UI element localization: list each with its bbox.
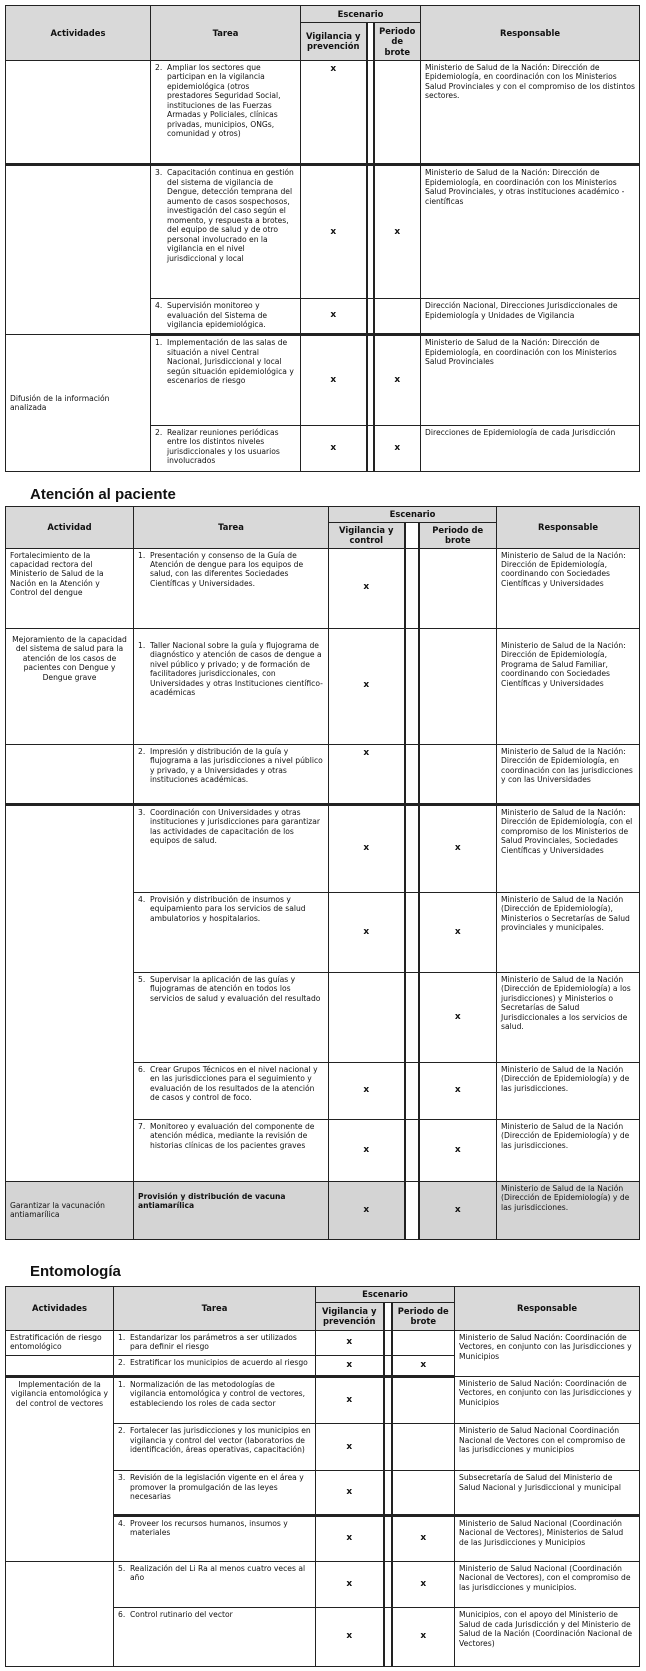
responsible-cell: Ministerio de Salud Nacional (Coordinación Nacional de Vectores), con el compromiso de las jurisdicciones y municipios. xyxy=(455,1561,640,1607)
outbreak-mark xyxy=(392,1376,455,1423)
column-gap xyxy=(367,22,374,60)
header-surveillance: Vigilancia y prevención xyxy=(316,1303,384,1330)
table-row xyxy=(6,804,640,892)
responsible-cell: Ministerio de Salud Nacional (Coordinación Nacional de Vectores), Ministerios de Salud de las Jurisdicciones y Municipios xyxy=(455,1515,640,1561)
surveillance-mark: x xyxy=(301,60,367,164)
table-row xyxy=(6,744,640,804)
outbreak-mark: x xyxy=(374,165,421,299)
outbreak-mark: x xyxy=(419,804,497,892)
header-activity: Actividades xyxy=(6,6,151,61)
task-cell: 1. Presentación y consenso de la Guía de Atención de dengue para los equipos de salud, con las diferentes Sociedades Científicas y Universidades. xyxy=(134,548,329,628)
column-gap xyxy=(405,522,419,548)
responsible-cell: Ministerio de Salud de la Nación: Dirección de Epidemiología, Programa de Salud Familiar, coordinando con Sociedades Científicas y Universidades xyxy=(497,628,640,744)
header-activity: Actividad xyxy=(6,507,134,549)
section-title-entomology: Entomología xyxy=(30,1263,121,1280)
activity-cell: Mejoramiento de la capacidad del sistema de salud para la atención de los casos de pacientes con Dengue y Dengue grave xyxy=(6,628,134,744)
outbreak-mark xyxy=(392,1471,455,1515)
header-scenario: Escenario xyxy=(329,507,497,523)
task-cell: 1. Implementación de las salas de situación a nivel Central Nacional, Jurisdiccional y local según situación epidemiológica y escenarios de riesgo xyxy=(151,335,301,426)
activity-cell xyxy=(6,804,134,1181)
task-cell: 6. Control rutinario del vector xyxy=(114,1608,316,1667)
responsible-cell: Ministerio de Salud de la Nación (Dirección de Epidemiología) y de las jurisdicciones. xyxy=(497,1119,640,1181)
responsible-cell: Ministerio de Salud de la Nación (Dirección de Epidemiología) y de las jurisdicciones. xyxy=(497,1181,640,1239)
activity-cell: Garantizar la vacunación antiamarílica xyxy=(6,1181,134,1239)
responsible-cell: Ministerio de Salud de la Nación: Dirección de Epidemiología, coordinando con Sociedades Científicas y Universidades xyxy=(497,548,640,628)
responsible-cell: Ministerio de Salud de la Nación: Dirección de Epidemiología, en coordinación con los Ministerios Salud Provinciales, y otras instituciones académico -científicas xyxy=(421,165,640,299)
surveillance-mark: x xyxy=(329,1181,405,1239)
section-title-patient-care: Atención al paciente xyxy=(30,486,176,503)
surveillance-mark: x xyxy=(316,1330,384,1355)
surveillance-mark: x xyxy=(329,628,405,744)
outbreak-mark xyxy=(419,628,497,744)
table-row xyxy=(6,1561,640,1607)
outbreak-mark: x xyxy=(419,1119,497,1181)
patient-care-table xyxy=(5,506,640,1240)
task-cell: 1. Estandarizar los parámetros a ser utilizados para definir el riesgo xyxy=(114,1330,316,1355)
task-cell: 4. Supervisión monitoreo y evaluación del Sistema de vigilancia epidemiológica. xyxy=(151,299,301,335)
header-scenario: Escenario xyxy=(316,1287,455,1303)
outbreak-mark xyxy=(419,548,497,628)
table-row xyxy=(6,1376,640,1423)
task-cell: 3. Coordinación con Universidades y otras instituciones y jurisdicciones para garantizar las actividades de capacitación de los equipos de salud. xyxy=(134,804,329,892)
header-activity: Actividades xyxy=(6,1287,114,1331)
header-outbreak: Periodo de brote xyxy=(392,1303,455,1330)
header-responsible: Responsable xyxy=(497,507,640,549)
surveillance-mark: x xyxy=(329,804,405,892)
surveillance-mark: x xyxy=(329,744,405,804)
responsible-cell: Ministerio de Salud Nación: Coordinación de Vectores, en conjunto con las Jurisdicciones y Municipios xyxy=(455,1376,640,1423)
outbreak-mark: x xyxy=(392,1561,455,1607)
task-cell: 2. Fortalecer las jurisdicciones y los municipios en vigilancia y control del vector (laboratorios de identificación, áreas operativas, capacitación) xyxy=(114,1424,316,1471)
task-cell: 3. Capacitación continua en gestión del sistema de vigilancia de Dengue, detección temprana del aumento de casos sospechosos, investigación del caso según el momento, y respuesta a brotes, del equipo de salud y de otro personal involucrado en la vigilancia en el nivel jurisdiccional y local xyxy=(151,165,301,299)
responsible-cell: Dirección Nacional, Direcciones Jurisdiccionales de Epidemiología y Unidades de Vigilancia xyxy=(421,299,640,335)
outbreak-mark xyxy=(374,60,421,164)
responsible-cell: Ministerio de Salud de la Nación: Dirección de Epidemiología, en coordinación con los Ministerios Salud Provinciales y con el compromiso de los distintos sectores. xyxy=(421,60,640,164)
outbreak-mark: x xyxy=(392,1515,455,1561)
outbreak-mark: x xyxy=(392,1355,455,1376)
outbreak-mark xyxy=(392,1330,455,1355)
surveillance-mark: x xyxy=(329,548,405,628)
responsible-cell: Ministerio de Salud Nación: Coordinación de Vectores, en conjunto con las Jurisdicciones y Municipios xyxy=(455,1330,640,1376)
surveillance-mark: x xyxy=(316,1471,384,1515)
table-row xyxy=(6,60,640,164)
task-cell: 1. Normalización de las metodologías de vigilancia entomológica y control de vectores, estableciendo los roles de cada sector xyxy=(114,1376,316,1423)
task-cell: 4. Proveer los recursos humanos, insumos y materiales xyxy=(114,1515,316,1561)
task-cell: 2. Realizar reuniones periódicas entre los distintos niveles jurisdiccionales y los usuarios involucrados xyxy=(151,426,301,472)
header-task: Tarea xyxy=(114,1287,316,1331)
header-responsible: Responsable xyxy=(455,1287,640,1331)
activity-cell xyxy=(6,744,134,804)
header-outbreak: Periodo de brote xyxy=(374,22,421,60)
outbreak-mark xyxy=(392,1424,455,1471)
task-cell: 5. Realización del Li Ra al menos cuatro veces al año xyxy=(114,1561,316,1607)
header-outbreak: Periodo de brote xyxy=(419,522,497,548)
outbreak-mark xyxy=(419,744,497,804)
surveillance-mark: x xyxy=(301,299,367,335)
activity-cell xyxy=(6,165,151,335)
responsible-cell: Direcciones de Epidemiología de cada Jurisdicción xyxy=(421,426,640,472)
responsible-cell: Ministerio de Salud de la Nación: Dirección de Epidemiología, en coordinación con las jurisdicciones y con las Universidades xyxy=(497,744,640,804)
activity-cell: Difusión de la información analizada xyxy=(6,335,151,472)
table-row xyxy=(6,628,640,744)
responsible-cell: Ministerio de Salud Nacional Coordinación Nacional de Vectores con el compromiso de las jurisdicciones y municipios xyxy=(455,1424,640,1471)
responsible-cell: Ministerio de Salud de la Nación: Dirección de Epidemiología, con el compromiso de los Ministerios de Salud Provinciales, Sociedades Científicas y Universidades xyxy=(497,804,640,892)
outbreak-mark: x xyxy=(419,972,497,1062)
header-task: Tarea xyxy=(151,6,301,61)
surveillance-mark: x xyxy=(301,426,367,472)
task-cell: 3. Revisión de la legislación vigente en el área y promover la promulgación de las leyes necesarias xyxy=(114,1471,316,1515)
task-cell: 1. Taller Nacional sobre la guía y flujograma de diagnóstico y atención de casos de dengue a nivel público y privado; y de formación de facilitadores jurisdiccionales, con Universidades y otras Instituciones científico- académicas xyxy=(134,628,329,744)
table-row xyxy=(6,335,640,426)
task-cell: 4. Provisión y distribución de insumos y equipamiento para los servicios de salud ambulatorios y hospitalarios. xyxy=(134,892,329,972)
column-gap xyxy=(384,1303,392,1330)
header-surveillance: Vigilancia y control xyxy=(329,522,405,548)
responsible-cell: Ministerio de Salud de la Nación (Dirección de Epidemiología), Ministerios o Secretarías de Salud provinciales y municipales. xyxy=(497,892,640,972)
header-task: Tarea xyxy=(134,507,329,549)
outbreak-mark xyxy=(374,299,421,335)
task-cell: 6. Crear Grupos Técnicos en el nivel nacional y en las jurisdicciones para el seguimiento y evaluación de los resultados de la atención de casos y control de foco. xyxy=(134,1062,329,1119)
activity-cell xyxy=(6,60,151,164)
responsible-cell: Ministerio de Salud de la Nación (Dirección de Epidemiología) a los jurisdicciones) y Ministerios o Secretarías de Salud Jurisdiccionales a los servicios de salud. xyxy=(497,972,640,1062)
responsible-cell: Municipios, con el apoyo del Ministerio de Salud de cada Jurisdicción y del Ministerio de Salud de la Nación (Coordinación Nacional de Vectores) xyxy=(455,1608,640,1667)
header-responsible: Responsable xyxy=(421,6,640,61)
surveillance-mark: x xyxy=(329,1119,405,1181)
activity-cell: Fortalecimiento de la capacidad rectora del Ministerio de Salud de la Nación en la Atención y Control del dengue xyxy=(6,548,134,628)
task-cell: 2. Ampliar los sectores que participan en la vigilancia epidemiológica (otros prestadores Seguridad Social, instituciones de las Fuerzas Armadas y Policiales, clínicas privadas, municipios, ONGs, comunidad y otros) xyxy=(151,60,301,164)
table-row xyxy=(6,1181,640,1239)
task-cell: 5. Supervisar la aplicación de las guías y flujogramas de atención en todos los servicios de salud y evaluación del resultado xyxy=(134,972,329,1062)
activity-cell xyxy=(6,1561,114,1666)
header-scenario: Escenario xyxy=(301,6,421,23)
surveillance-mark: x xyxy=(316,1355,384,1376)
responsible-cell: Subsecretaría de Salud del Ministerio de Salud Nacional y Jurisdiccional y municipal xyxy=(455,1471,640,1515)
outbreak-mark: x xyxy=(392,1608,455,1667)
header-surveillance: Vigilancia y prevención xyxy=(301,22,367,60)
task-cell: 2. Impresión y distribución de la guía y flujograma a las jurisdicciones a nivel público y privado, y a Universidades y otras instituciones académicas. xyxy=(134,744,329,804)
surveillance-mark: x xyxy=(301,335,367,426)
table-row xyxy=(6,548,640,628)
outbreak-mark: x xyxy=(374,426,421,472)
surveillance-mark: x xyxy=(301,165,367,299)
task-cell: 2. Estratificar los municipios de acuerdo al riesgo xyxy=(114,1355,316,1376)
outbreak-mark: x xyxy=(419,1181,497,1239)
activity-cell: Implementación de la vigilancia entomológica y del control de vectores xyxy=(6,1376,114,1561)
surveillance-mark xyxy=(329,972,405,1062)
epidemiology-table xyxy=(5,5,640,472)
responsible-cell: Ministerio de Salud de la Nación (Dirección de Epidemiología) y de las jurisdicciones. xyxy=(497,1062,640,1119)
surveillance-mark: x xyxy=(316,1608,384,1667)
task-cell: Provisión y distribución de vacuna antiamarílica xyxy=(134,1181,329,1239)
surveillance-mark: x xyxy=(316,1515,384,1561)
surveillance-mark: x xyxy=(329,1062,405,1119)
responsible-cell: Ministerio de Salud de la Nación: Dirección de Epidemiología, en coordinación con los Ministerios Salud Provinciales xyxy=(421,335,640,426)
task-cell: 7. Monitoreo y evaluación del componente de atención médica, mediante la revisión de historias clínicas de los pacientes graves xyxy=(134,1119,329,1181)
activity-cell: Estratificación de riesgo entomológico xyxy=(6,1330,114,1355)
outbreak-mark: x xyxy=(374,335,421,426)
surveillance-mark: x xyxy=(316,1561,384,1607)
surveillance-mark: x xyxy=(316,1424,384,1471)
entomology-table xyxy=(5,1286,640,1667)
surveillance-mark: x xyxy=(316,1376,384,1423)
activity-cell xyxy=(6,1355,114,1376)
outbreak-mark: x xyxy=(419,892,497,972)
table-row xyxy=(6,1330,640,1355)
surveillance-mark: x xyxy=(329,892,405,972)
outbreak-mark: x xyxy=(419,1062,497,1119)
table-row xyxy=(6,165,640,299)
